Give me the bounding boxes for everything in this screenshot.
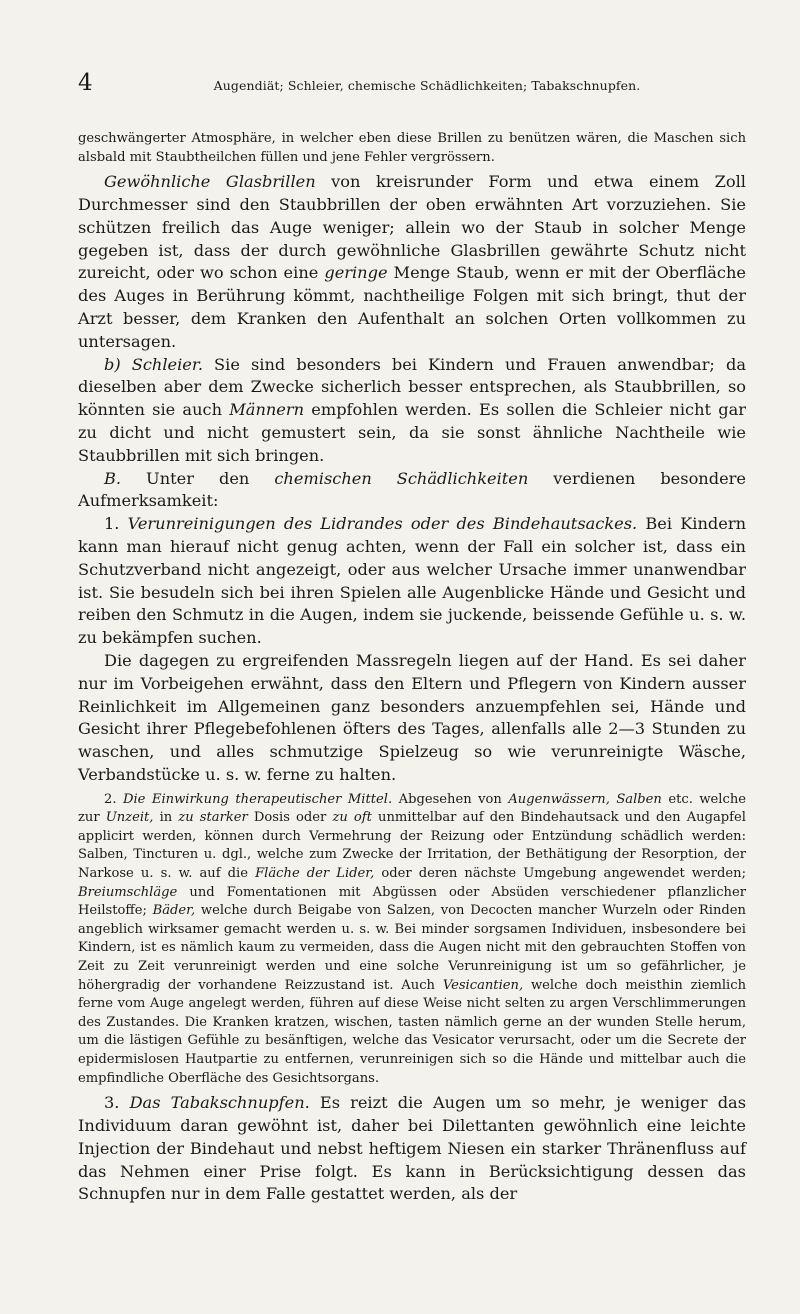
text-run: 2. (104, 791, 123, 807)
text-run: unmittelbar auf den Bindehautsack und den Augapfel applicirt werden, können durch Vermehrung der Reizung oder Entzündung schädlich werden: Salben, Tincturen u. dgl., welche zum Zwecke der Irritation, der Bethätigung der Resorption, der Narkose u. s. w. auf die (78, 810, 746, 882)
text-run: welche doch meisthin ziemlich ferne vom Auge angelegt werden, führen auf diese Weise nicht selten zu argen Verschlimmerungen des Zustandes. Die Kranken kratzen, wischen, tasten nämlich gerne an der wunden Stelle herum, um die lästigen Gefühle zu besänftigen, welche das Vesicator verursacht, oder um die Secrete der epidermislosen Hautpartie zu entfernen, verunreinigen sich so die Hände und mittelbar auch die empfindliche Oberfläche des Gesichtsorgans. (78, 977, 747, 1086)
paragraph (78, 513, 746, 650)
text-run: verdienen besondere Aufmerksamkeit: (78, 468, 746, 511)
paragraph (78, 468, 746, 514)
page-number: 4 (78, 70, 93, 96)
italic-text: Gewöhnliche Glasbrillen (104, 172, 316, 192)
text-run: empfohlen werden. Es sollen die Schleier nicht gar zu dicht und nicht gemustert sein, da sie sonst ähnliche Nachtheile wie Staubbrillen mit sich bringen. (78, 400, 746, 465)
text-run: 1. (104, 514, 128, 534)
text-run: in (153, 810, 179, 826)
italic-text: Das Tabakschnupfen. (129, 1093, 310, 1113)
page-body (78, 126, 746, 1206)
italic-text: Die Einwirkung therapeutischer Mittel. (122, 791, 393, 807)
italic-text: Breiumschläge (78, 884, 178, 900)
paragraph (78, 650, 746, 787)
italic-text: Verunreinigungen des Lidrandes oder des Bindehautsackes. (127, 514, 638, 534)
text-run: Unter den (121, 468, 275, 488)
italic-text: Männern (229, 400, 305, 420)
italic-text: Unzeit, (105, 810, 154, 826)
paragraph (78, 1092, 746, 1206)
text-run: Sie sind besonders bei Kindern und Frauen anwendbar; da dieselben aber dem Zwecke sicherlich besser entsprechen, als Staubbrillen, so könnten sie auch (78, 354, 746, 420)
text-run: welche durch Beigabe von Salzen, von Decocten mancher Wurzeln oder Rinden angeblich wirksamer gemacht werden u. s. w. Bei minder sorgsamen Individuen, insbesondere bei Kindern, ist es nämlich kaum zu vermeiden, dass die Augen nicht mit den gebrauchten Stoffen von Zeit zu Zeit verunreinigt werden und eine solche Verunreinigung ist um so gefährlicher, je höhergradig der vorhandene Reizzustand ist. Auch (78, 903, 746, 993)
paragraph (78, 354, 746, 468)
italic-text: Augenwässern, Salben (508, 791, 662, 807)
paragraph (78, 130, 746, 167)
text-run: von kreisrunder Form und etwa einem Zoll Durchmesser sind den Staubbrillen der oben erwähnten Art vorzuziehen. Sie schützen freilich das Auge weniger; allein wo der Staub in solcher Menge gegeben ist, dass der durch gewöhnliche Glasbrillen gewährte Schutz nicht zureicht, oder wo schon eine (78, 172, 746, 283)
paragraph (78, 171, 746, 353)
text-run: Bei Kindern kann man hierauf nicht genug achten, wenn der Fall ein solcher ist, dass ein Schutzverband nicht angezeigt, oder aus welcher Ursache immer unanwendbar ist. Sie besudeln sich bei ihren Spielen alle Augenblicke Hände und Gesicht und reiben den Schmutz in die Augen, indem sie juckende, beissende Gefühle u. s. w. zu bekämpfen suchen. (78, 514, 747, 648)
text-run: Menge Staub, wenn er mit der Oberfläche des Auges in Berührung kömmt, nachtheilige Folgen mit sich bringt, thut der Arzt besser, dem Kranken den Aufenthalt an solchen Orten vollkommen zu untersagen. (78, 263, 747, 351)
text-run: 3. (104, 1093, 130, 1113)
text-run: geschwängerter Atmosphäre, in welcher eben diese Brillen zu benützen wären, die Maschen sich alsbald mit Staubtheilchen füllen und jene Fehler vergrössern. (78, 131, 746, 165)
italic-text: zu starker (178, 810, 248, 826)
text-run: Abgesehen von (392, 791, 509, 807)
text-run: Dosis oder (247, 810, 333, 826)
italic-text: Bäder, (152, 903, 196, 919)
paragraph (78, 791, 746, 1089)
italic-text: B. (104, 468, 122, 488)
text-run: Die dagegen zu ergreifenden Massregeln liegen auf der Hand. Es sei daher nur im Vorbeigehen erwähnt, dass den Eltern und Pflegern von Kindern ausser Reinlichkeit im Allgemeinen ganz besonders anzuempfehlen sei, Hände und Gesicht ihrer Pflegebefohlenen öfters des Tages, allenfalls alle 2—3 Stunden zu waschen, und alles schmutzige Spielzeug so wie verunreinigte Wäsche, Verbandstücke u. s. w. ferne zu halten. (78, 650, 746, 784)
text-run: Es reizt die Augen um so mehr, je weniger das Individuum daran gewöhnt ist, daher bei Dilettanten gewöhnlich eine leichte Injection der Bindehaut und nebst heftigem Niesen ein starker Thränenfluss auf das Nehmen einer Prise folgt. Es kann in Berücksichtigung dessen das Schnupfen nur in dem Falle gestattet werden, als der (78, 1093, 747, 1204)
italic-text: b) Schleier. (104, 354, 203, 374)
text-run: etc. welche zur (78, 791, 747, 826)
italic-text: chemischen Schädlichkeiten (274, 468, 529, 488)
text-run: oder deren nächste Umgebung angewendet werden; (374, 866, 746, 882)
italic-text: Fläche der Lider, (255, 866, 375, 882)
text-run: und Fomentationen mit Abgüssen oder Absüden verschiedener pflanzlicher Heilstoffe; (78, 884, 746, 919)
page-header (78, 70, 748, 108)
italic-text: Vesicantien, (442, 977, 524, 993)
running-head: Augendiät; Schleier, chemische Schädlichkeiten; Tabakschnupfen. (213, 78, 641, 93)
italic-text: geringe (324, 263, 388, 283)
italic-text: zu oft (332, 810, 372, 826)
